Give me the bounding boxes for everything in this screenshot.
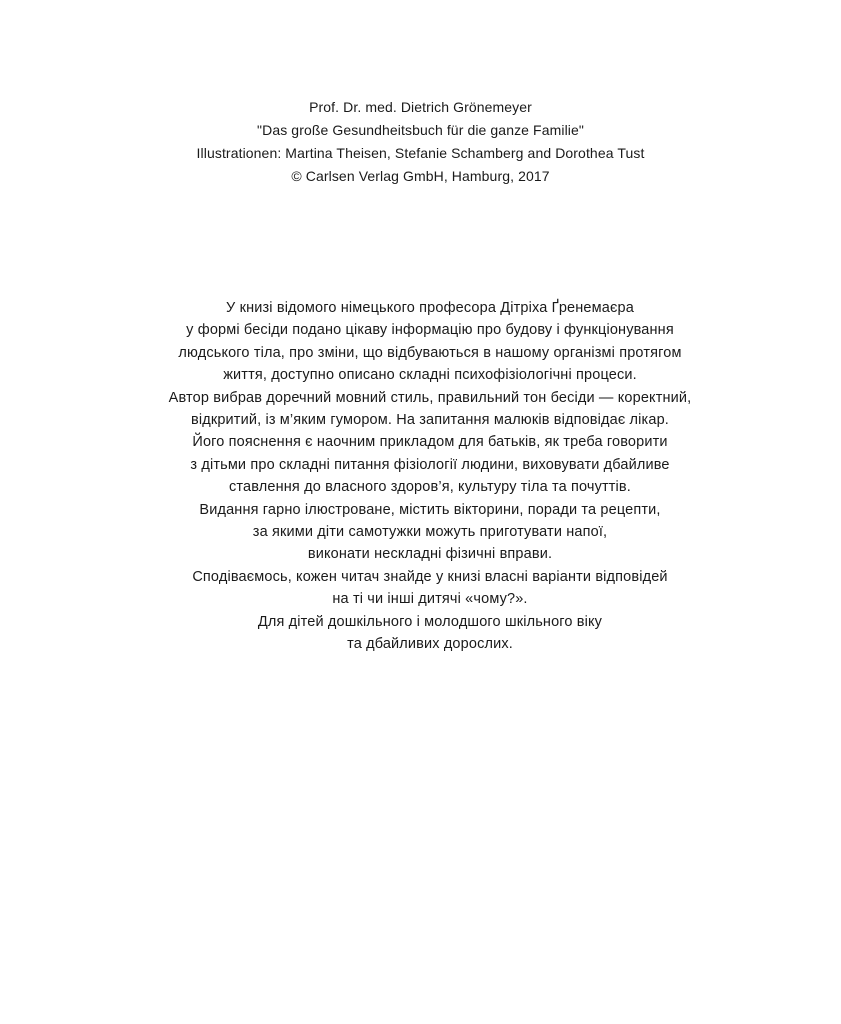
annotation-line: ставлення до власного здоров’я, культуру тіла та почуттів.	[229, 479, 631, 496]
annotation-line: на ті чи інші дитячі «чому?».	[332, 591, 528, 608]
annotation-line: з дітьми про складні питання фізіології людини, виховувати дбайливе	[190, 456, 670, 473]
credits-original-title-line: "Das große Gesundheitsbuch für die ganze Familie"	[257, 122, 584, 138]
annotation-line: У книзі відомого німецького професора Дітріха Ґренемаєра	[226, 300, 634, 316]
copyright-credits	[0, 96, 841, 188]
annotation-line: Його пояснення є наочним прикладом для батьків, як треба говорити	[192, 434, 668, 451]
credits-author-line: Prof. Dr. med. Dietrich Grönemeyer	[309, 99, 532, 115]
credits-illustrators-line: Illustrationen: Martina Theisen, Stefanie Schamberg and Dorothea Tust	[196, 145, 645, 161]
annotation-line: та дбайливих дорослих.	[347, 636, 513, 653]
annotation-line: виконати нескладні фізичні вправи.	[307, 546, 553, 563]
annotation-line: Для дітей дошкільного і молодшого шкільного віку	[257, 613, 603, 630]
book-annotation	[0, 297, 841, 656]
annotation-line: життя, доступно описано складні психофізіологічні процеси.	[223, 367, 637, 384]
annotation-line: Автор вибрав доречний мовний стиль, правильний тон бесіди — коректний,	[168, 389, 692, 406]
annotation-line: Сподіваємось, кожен читач знайде у книзі власні варіанти відповідей	[192, 568, 668, 585]
annotation-line: Видання гарно ілюстроване, містить вікторини, поради та рецепти,	[199, 501, 661, 518]
credits-copyright-line: © Carlsen Verlag GmbH, Hamburg, 2017	[291, 168, 550, 184]
annotation-line: за якими діти самотужки можуть приготувати напої,	[252, 524, 608, 541]
annotation-line: у формі бесіди подано цікаву інформацію про будову і функціонування	[186, 322, 674, 339]
annotation-line: людського тіла, про зміни, що відбуваються в нашому організмі протягом	[178, 344, 682, 361]
annotation-line: відкритий, із м’яким гумором. На запитання малюків відповідає лікар.	[191, 412, 669, 429]
